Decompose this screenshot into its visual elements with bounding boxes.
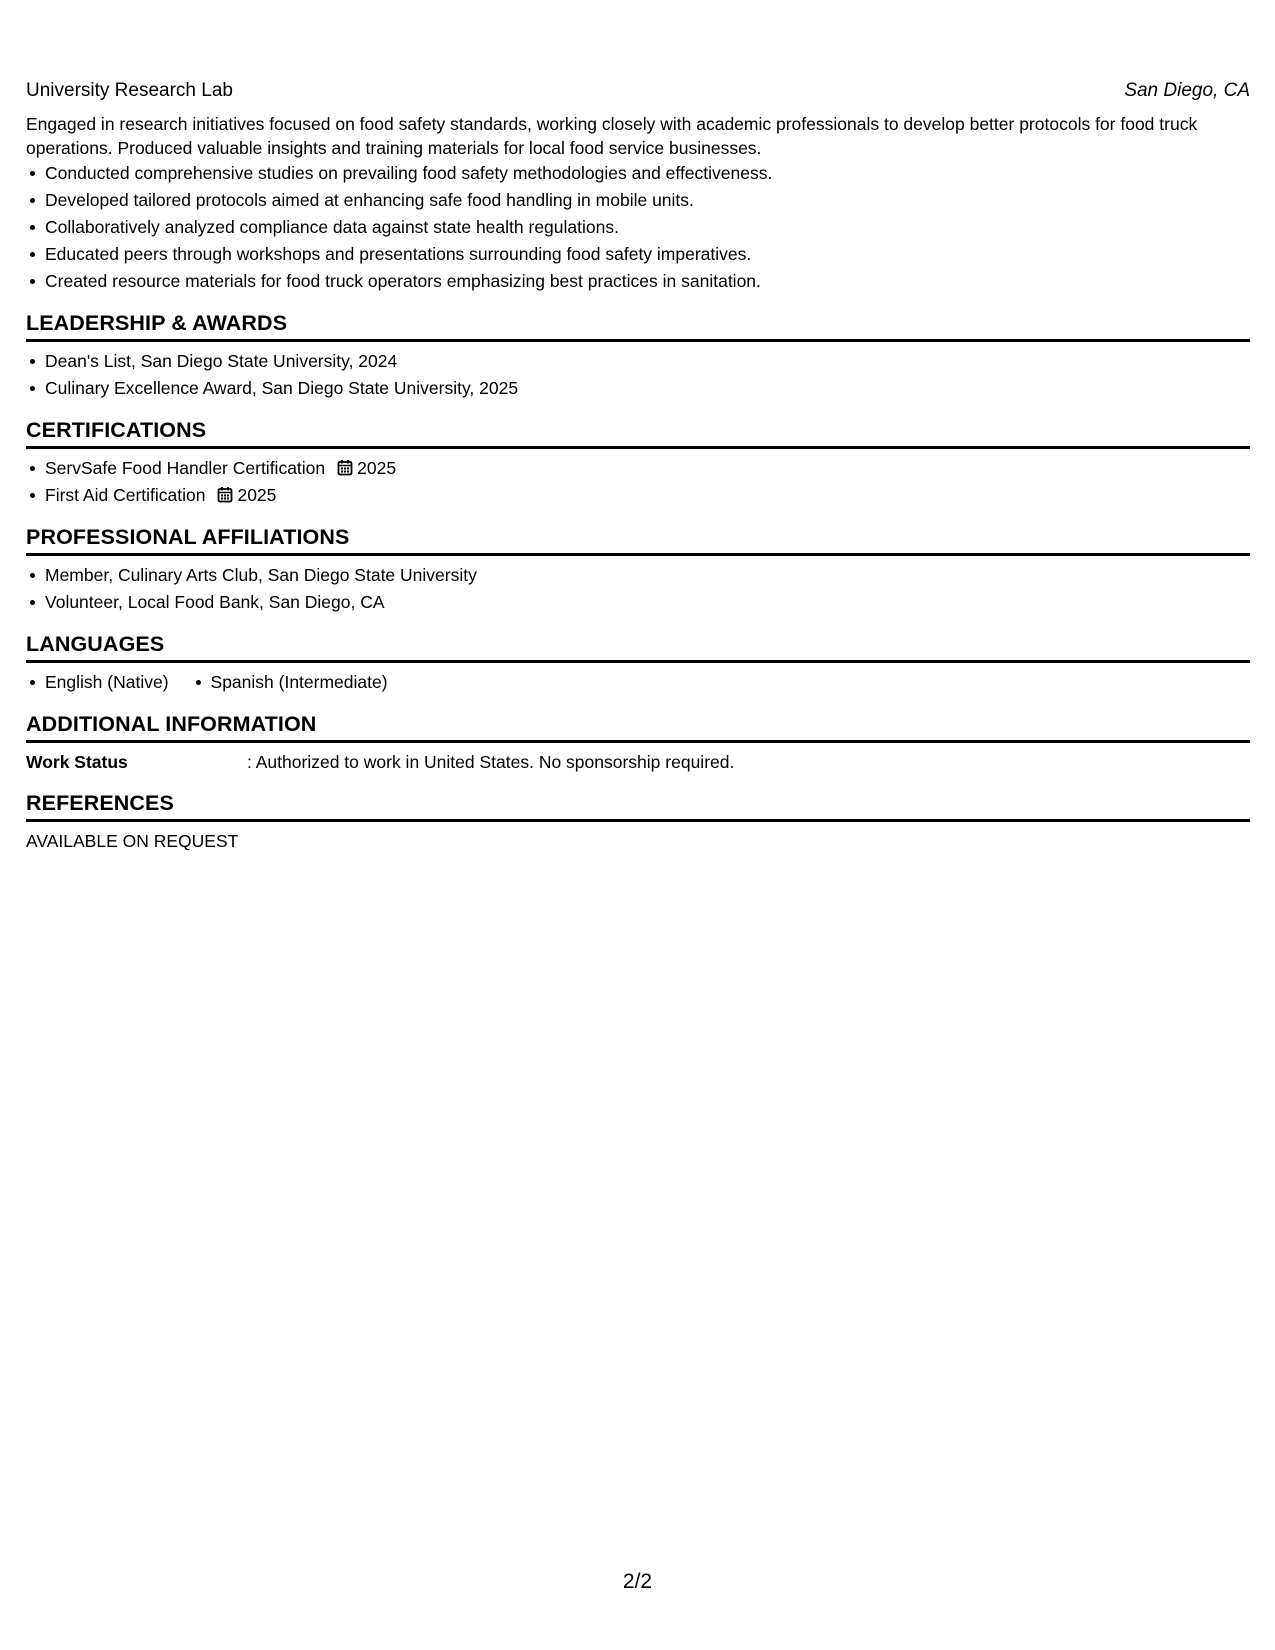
languages-list xyxy=(26,669,1250,696)
organization-name: University Research Lab xyxy=(26,80,233,101)
list-item: Culinary Excellence Award, San Diego State University, 2025 xyxy=(45,375,1250,402)
experience-bullets xyxy=(26,160,1250,295)
calendar-icon xyxy=(337,459,353,476)
list-item: Spanish (Intermediate) xyxy=(211,669,388,696)
resume-page xyxy=(26,78,1250,854)
certification-name: ServSafe Food Handler Certification xyxy=(45,458,326,478)
list-item: Conducted comprehensive studies on prevailing food safety methodologies and effectiveness. xyxy=(45,160,1250,187)
list-item: Member, Culinary Arts Club, San Diego State University xyxy=(45,562,1250,589)
work-status-row xyxy=(26,749,1250,775)
list-item: Educated peers through workshops and presentations surrounding food safety imperatives. xyxy=(45,241,1250,268)
list-item xyxy=(45,455,1250,482)
page-number: 2/2 xyxy=(622,1570,653,1593)
section-heading: REFERENCES xyxy=(26,789,1250,822)
list-item xyxy=(45,482,1250,509)
list-item: Dean's List, San Diego State University, 2024 xyxy=(45,348,1250,375)
experience-header xyxy=(26,78,1250,104)
list-item: English (Native) xyxy=(45,669,169,696)
certification-year: 2025 xyxy=(237,485,277,505)
certification-name: First Aid Certification xyxy=(45,485,206,505)
work-status-label: Work Status xyxy=(26,752,128,772)
references-text: AVAILABLE ON REQUEST xyxy=(26,831,239,851)
list-item: Developed tailored protocols aimed at enhancing safe food handling in mobile units. xyxy=(45,187,1250,214)
organization-location: San Diego, CA xyxy=(1124,80,1250,101)
work-status-value: : Authorized to work in United States. No sponsorship required. xyxy=(247,752,735,772)
section-heading: LEADERSHIP & AWARDS xyxy=(26,309,1250,342)
section-heading: LANGUAGES xyxy=(26,630,1250,663)
leadership-list xyxy=(26,348,1250,402)
languages-section xyxy=(26,630,1250,696)
list-item: Created resource materials for food truck operators emphasizing best practices in sanitation. xyxy=(45,268,1250,295)
section-heading: ADDITIONAL INFORMATION xyxy=(26,710,1250,743)
section-heading: CERTIFICATIONS xyxy=(26,416,1250,449)
section-heading: PROFESSIONAL AFFILIATIONS xyxy=(26,523,1250,556)
certification-year: 2025 xyxy=(357,458,397,478)
list-item: Collaboratively analyzed compliance data against state health regulations. xyxy=(45,214,1250,241)
experience-summary: Engaged in research initiatives focused on food safety standards, working closely with academic professionals to develop better protocols for food truck operations. Produced valuable insights and training materials for local food service businesses. xyxy=(26,114,1198,158)
references-section xyxy=(26,789,1250,854)
additional-info-section xyxy=(26,710,1250,775)
certifications-list xyxy=(26,455,1250,509)
affiliations-list xyxy=(26,562,1250,616)
list-item: Volunteer, Local Food Bank, San Diego, CA xyxy=(45,589,1250,616)
certifications-section xyxy=(26,416,1250,509)
calendar-icon xyxy=(217,486,233,503)
leadership-section xyxy=(26,309,1250,402)
affiliations-section xyxy=(26,523,1250,616)
